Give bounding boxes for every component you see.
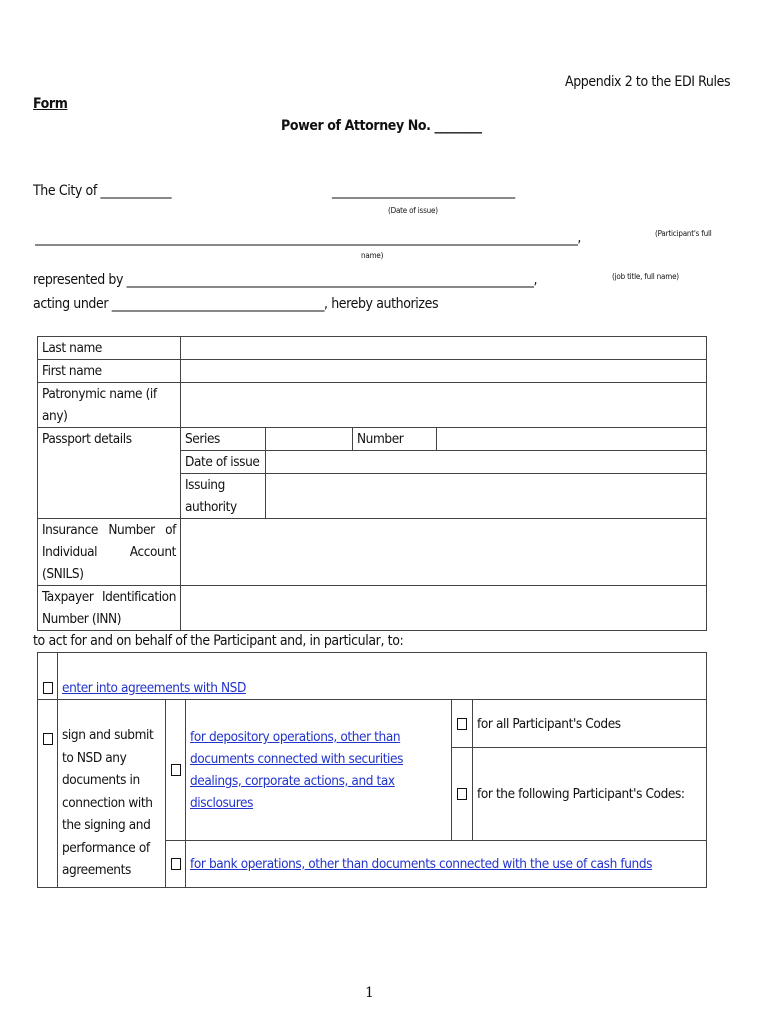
checkbox-cell: [452, 700, 473, 748]
patronymic-field[interactable]: [181, 383, 707, 428]
checkbox-cell: [38, 700, 58, 888]
act-intro: to act for and on behalf of the Participant and, in particular, to:: [33, 633, 404, 649]
participant-caption: (Participant's full: [655, 229, 712, 238]
represented-caption: (job title, full name): [612, 272, 679, 281]
passport-label: Passport details: [38, 428, 181, 519]
first-name-field[interactable]: [181, 360, 707, 383]
checkbox-cell: [452, 748, 473, 841]
table-row: [38, 700, 707, 748]
number-label: Number: [353, 428, 437, 451]
checkbox-enter-agreements[interactable]: [43, 682, 53, 694]
powers-table: [37, 652, 707, 888]
form-label: Form: [33, 96, 68, 112]
issuing-authority-field[interactable]: [266, 474, 707, 519]
city-line: The City of ____________: [33, 183, 172, 199]
appendix-label: Appendix 2 to the EDI Rules: [565, 74, 731, 90]
following-codes-cell: for the following Participant's Codes:: [473, 748, 707, 841]
snils-label-line-2: Individual Account: [42, 544, 176, 560]
date-line: _______________________________: [332, 183, 515, 199]
table-row: [38, 360, 707, 383]
checkbox-bank-ops[interactable]: [171, 858, 181, 870]
date-of-issue-label: Date of issue: [181, 451, 266, 474]
checkbox-cell: [38, 653, 58, 700]
series-label: Series: [181, 428, 266, 451]
inn-label-line-2: Number (INN): [42, 611, 122, 627]
number-field[interactable]: [437, 428, 707, 451]
participant-caption-2: name): [361, 251, 384, 260]
table-row: [38, 519, 707, 586]
last-name-field[interactable]: [181, 337, 707, 360]
represented-by-line: represented by _____________________________________________________________________,: [33, 272, 538, 288]
checkbox-cell: [166, 700, 186, 841]
date-caption: (Date of issue): [388, 206, 438, 215]
sign-submit-cell: sign and submit to NSD any documents in connection with the signing and performance of agreements: [58, 700, 166, 888]
acting-under-line: acting under ____________________________________, hereby authorizes: [33, 296, 439, 312]
checkbox-all-codes[interactable]: [457, 718, 467, 730]
depository-ops-link[interactable]: for depository operations, other than documents connected with securities dealings, corporate actions, and tax disclosures: [190, 729, 404, 811]
table-row: [38, 383, 707, 428]
snils-field[interactable]: [181, 519, 707, 586]
inn-field[interactable]: [181, 586, 707, 631]
checkbox-sign-submit[interactable]: [43, 733, 53, 745]
page-number: 1: [365, 985, 374, 1001]
last-name-label: Last name: [38, 337, 181, 360]
bank-ops-link[interactable]: for bank operations, other than documents connected with the use of cash funds: [190, 856, 653, 872]
table-row: [38, 428, 707, 451]
all-codes-cell: for all Participant's Codes: [473, 700, 707, 748]
patronymic-label: Patronymic name (if any): [38, 383, 181, 428]
snils-label-line-1: Insurance Number of: [42, 522, 176, 538]
depository-ops-cell: [186, 700, 452, 841]
table-row: [38, 337, 707, 360]
checkbox-depository-ops[interactable]: [171, 764, 181, 776]
date-of-issue-field[interactable]: [266, 451, 707, 474]
series-field[interactable]: [266, 428, 353, 451]
snils-label: [38, 519, 181, 586]
table-row: [38, 586, 707, 631]
first-name-label: First name: [38, 360, 181, 383]
inn-label-line-1: Taxpayer Identification: [42, 589, 176, 605]
page-title: Power of Attorney No. ________: [281, 118, 482, 134]
issuing-authority-label: Issuing authority: [181, 474, 266, 519]
enter-agreements-link[interactable]: enter into agreements with NSD: [62, 680, 246, 696]
bank-ops-cell: [186, 841, 707, 888]
participant-line: ____________________________________________________________________________________________,: [35, 230, 582, 246]
table-row: [38, 653, 707, 700]
inn-label: [38, 586, 181, 631]
enter-agreements-cell: [58, 653, 707, 700]
checkbox-cell: [166, 841, 186, 888]
snils-label-line-3: (SNILS): [42, 566, 84, 582]
checkbox-following-codes[interactable]: [457, 788, 467, 800]
person-details-table: [37, 336, 707, 631]
